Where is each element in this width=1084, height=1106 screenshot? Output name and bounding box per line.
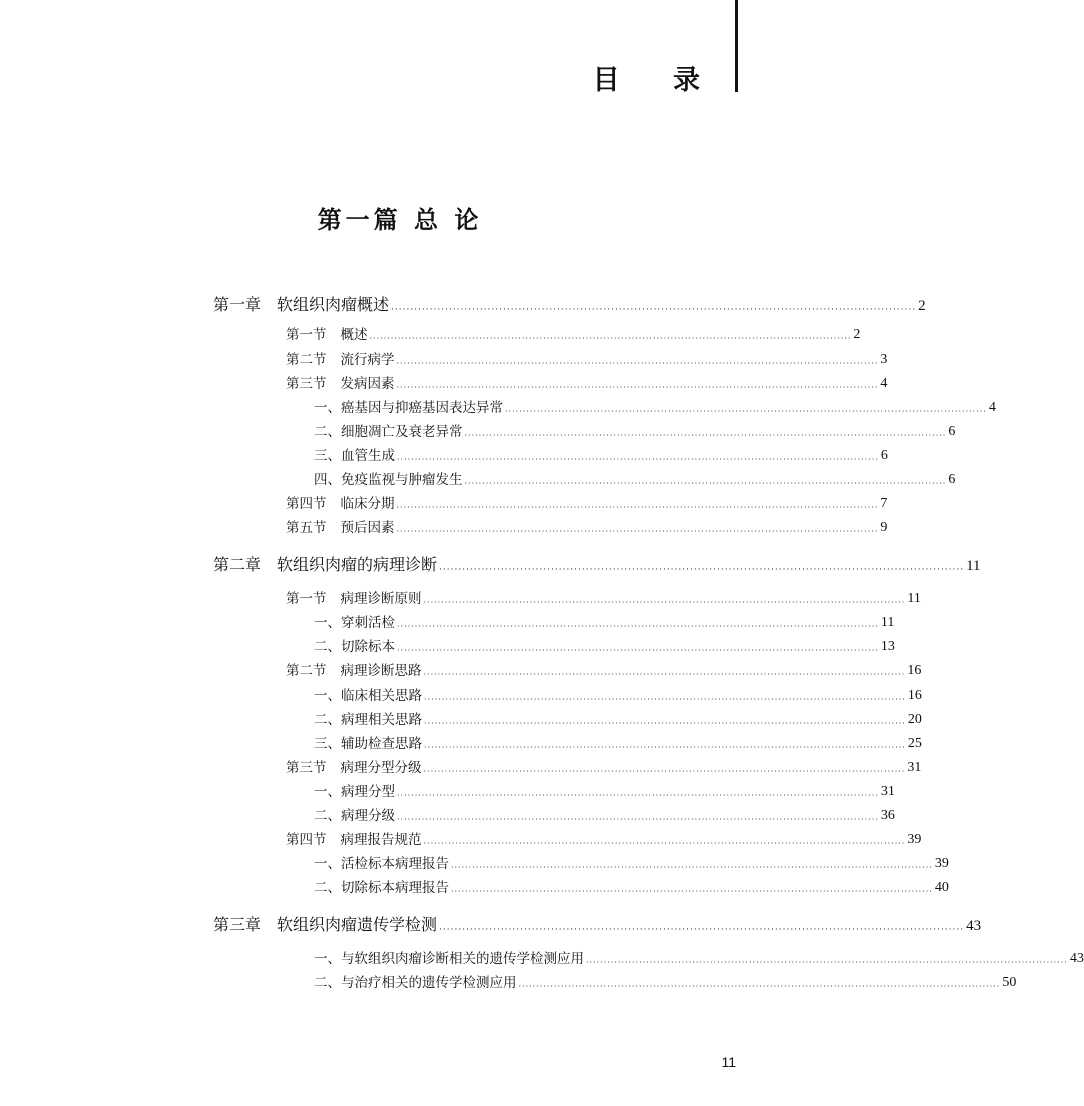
dot-leader: ········································································································································ (439, 925, 965, 935)
dot-leader: ········································································································································ (391, 305, 917, 315)
header-rule (735, 0, 738, 92)
entry-page-number: 40 (934, 880, 949, 895)
entry-page-number: 13 (880, 639, 895, 654)
dot-leader: ········································································································································ (464, 431, 947, 440)
entry-title: 概述 (340, 327, 368, 343)
dot-leader: ········································································································································ (397, 791, 879, 800)
dot-leader: ········································································································································ (451, 887, 933, 896)
entry-label (286, 372, 395, 392)
entry-label (286, 323, 368, 343)
page-number: 11 (721, 1054, 736, 1070)
entry-page-number: 6 (880, 448, 888, 463)
entry-title: 病理诊断原则 (340, 591, 422, 607)
entry-label (314, 947, 584, 967)
dot-leader: ········································································································································ (397, 646, 879, 655)
entry-label (314, 635, 395, 655)
entry-page-number: 25 (907, 736, 922, 751)
dot-leader: ········································································································································ (397, 622, 879, 631)
toc-section-row[interactable] (286, 323, 861, 343)
entry-number: 第二章 (213, 555, 262, 574)
entry-title: 发病因素 (340, 376, 395, 392)
entry-label (314, 396, 503, 416)
entry-label (213, 552, 437, 575)
entry-page-number: 2 (853, 327, 861, 342)
dot-leader: ········································································································································ (396, 359, 879, 368)
dot-leader: ········································································································································ (464, 479, 947, 488)
entry-number: 第四节 (286, 496, 327, 512)
entry-label (286, 516, 395, 536)
entry-title: 四、免疫监视与肿瘤发生 (314, 472, 463, 488)
entry-title: 一、病理分型 (314, 784, 395, 800)
toc-item-row[interactable] (314, 420, 956, 440)
dot-leader: ········································································································································ (396, 503, 879, 512)
entry-title: 一、临床相关思路 (314, 688, 422, 704)
entry-number: 第四节 (286, 832, 327, 848)
dot-leader: ········································································································································ (397, 455, 879, 464)
toc-item-row[interactable] (314, 804, 895, 824)
entry-title: 预后因素 (340, 520, 395, 536)
dot-leader: ········································································································································ (451, 863, 933, 872)
dot-leader: ········································································································································ (423, 598, 906, 607)
entry-page-number: 11 (966, 558, 981, 574)
entry-page-number: 6 (948, 472, 956, 487)
entry-label (213, 292, 389, 315)
entry-page-number: 43 (1069, 951, 1084, 966)
entry-label (286, 587, 422, 607)
toc-item-row[interactable] (314, 780, 895, 800)
dot-leader: ········································································································································ (439, 565, 965, 575)
entry-label (286, 348, 395, 368)
dot-leader: ········································································································································ (424, 695, 906, 704)
entry-label (286, 828, 422, 848)
dot-leader: ········································································································································ (424, 719, 906, 728)
entry-number: 第三节 (286, 376, 327, 392)
entry-title: 病理诊断思路 (340, 663, 422, 679)
entry-page-number: 11 (907, 591, 921, 606)
entry-title: 二、与治疗相关的遗传学检测应用 (314, 975, 517, 991)
toc-item-row[interactable] (314, 971, 1017, 991)
entry-number: 第一节 (286, 591, 327, 607)
entry-title: 一、与软组织肉瘤诊断相关的遗传学检测应用 (314, 951, 584, 967)
toc-section-row[interactable] (286, 372, 888, 392)
entry-page-number: 50 (1002, 975, 1017, 990)
entry-title: 病理分型分级 (340, 760, 422, 776)
entry-page-number: 39 (934, 856, 949, 871)
entry-title: 二、切除标本病理报告 (314, 880, 449, 896)
entry-label (314, 852, 449, 872)
entry-page-number: 16 (907, 663, 922, 678)
page-title: 目 录 (592, 65, 722, 96)
toc-chapter-row[interactable] (213, 912, 982, 935)
entry-label (286, 659, 422, 679)
toc-chapter-row[interactable] (213, 552, 981, 575)
entry-page-number: 7 (880, 496, 888, 511)
entry-title: 流行病学 (340, 352, 395, 368)
entry-label (314, 708, 422, 728)
entry-label (286, 756, 422, 776)
dot-leader: ········································································································································ (424, 743, 906, 752)
entry-number: 第二节 (286, 663, 327, 679)
toc-section-row[interactable] (286, 348, 888, 368)
entry-label (213, 912, 437, 935)
entry-label (314, 876, 449, 896)
entry-title: 软组织肉瘤概述 (277, 295, 390, 314)
entry-title: 病理报告规范 (340, 832, 422, 848)
entry-title: 临床分期 (340, 496, 395, 512)
toc-section-row[interactable] (286, 492, 888, 512)
toc-item-row[interactable] (314, 852, 949, 872)
entry-page-number: 20 (907, 712, 922, 727)
entry-page-number: 4 (988, 400, 996, 415)
entry-label (314, 611, 395, 631)
dot-leader: ········································································································································ (586, 958, 1068, 967)
entry-title: 二、切除标本 (314, 639, 395, 655)
entry-label (314, 971, 517, 991)
toc-item-row[interactable] (314, 396, 996, 416)
toc-chapter-row[interactable] (213, 292, 926, 315)
part-title: 第一篇 总 论 (317, 205, 483, 234)
toc-item-row[interactable] (314, 468, 956, 488)
entry-title: 二、病理分级 (314, 808, 395, 824)
entry-label (314, 804, 395, 824)
entry-title: 一、穿刺活检 (314, 615, 395, 631)
entry-title: 一、癌基因与抑癌基因表达异常 (314, 400, 503, 416)
dot-leader: ········································································································································ (397, 815, 879, 824)
toc-item-row[interactable] (314, 684, 922, 704)
entry-label (314, 444, 395, 464)
dot-leader: ········································································································································ (396, 527, 879, 536)
toc-section-row[interactable] (286, 828, 922, 848)
toc-item-row[interactable] (314, 947, 1084, 967)
dot-leader: ········································································································································ (423, 839, 906, 848)
entry-title: 二、细胞凋亡及衰老异常 (314, 424, 463, 440)
dot-leader: ········································································································································ (369, 334, 852, 343)
dot-leader: ········································································································································ (396, 383, 879, 392)
entry-label (314, 780, 395, 800)
toc-item-row[interactable] (314, 444, 888, 464)
entry-number: 第三节 (286, 760, 327, 776)
entry-number: 第二节 (286, 352, 327, 368)
entry-page-number: 2 (918, 298, 926, 314)
entry-page-number: 16 (907, 688, 922, 703)
entry-label (314, 684, 422, 704)
dot-leader: ········································································································································ (505, 407, 987, 416)
toc-section-row[interactable] (286, 659, 922, 679)
entry-title: 三、辅助检查思路 (314, 736, 422, 752)
entry-number: 第一节 (286, 327, 327, 343)
entry-label (286, 492, 395, 512)
entry-number: 第五节 (286, 520, 327, 536)
toc-section-row[interactable] (286, 587, 921, 607)
entry-page-number: 31 (907, 760, 922, 775)
toc-item-row[interactable] (314, 876, 949, 896)
entry-page-number: 4 (880, 376, 888, 391)
entry-page-number: 43 (966, 918, 982, 934)
dot-leader: ········································································································································ (423, 670, 906, 679)
entry-title: 三、血管生成 (314, 448, 395, 464)
toc-section-row[interactable] (286, 756, 922, 776)
entry-page-number: 36 (880, 808, 895, 823)
entry-title: 软组织肉瘤的病理诊断 (277, 555, 438, 574)
toc-item-row[interactable] (314, 708, 922, 728)
dot-leader: ········································································································································ (423, 767, 906, 776)
entry-page-number: 6 (948, 424, 956, 439)
entry-label (314, 420, 463, 440)
dot-leader: ········································································································································ (518, 982, 1001, 991)
entry-title: 软组织肉瘤遗传学检测 (277, 915, 438, 934)
toc-item-row[interactable] (314, 611, 895, 631)
entry-number: 第一章 (213, 295, 262, 314)
entry-page-number: 31 (880, 784, 895, 799)
entry-page-number: 39 (907, 832, 922, 847)
entry-label (314, 732, 422, 752)
entry-page-number: 11 (880, 615, 895, 630)
toc-section-row[interactable] (286, 516, 888, 536)
toc-item-row[interactable] (314, 635, 895, 655)
entry-label (314, 468, 463, 488)
toc-item-row[interactable] (314, 732, 922, 752)
entry-title: 一、活检标本病理报告 (314, 856, 449, 872)
entry-number: 第三章 (213, 915, 262, 934)
entry-page-number: 3 (880, 352, 888, 367)
entry-page-number: 9 (880, 520, 888, 535)
entry-title: 二、病理相关思路 (314, 712, 422, 728)
